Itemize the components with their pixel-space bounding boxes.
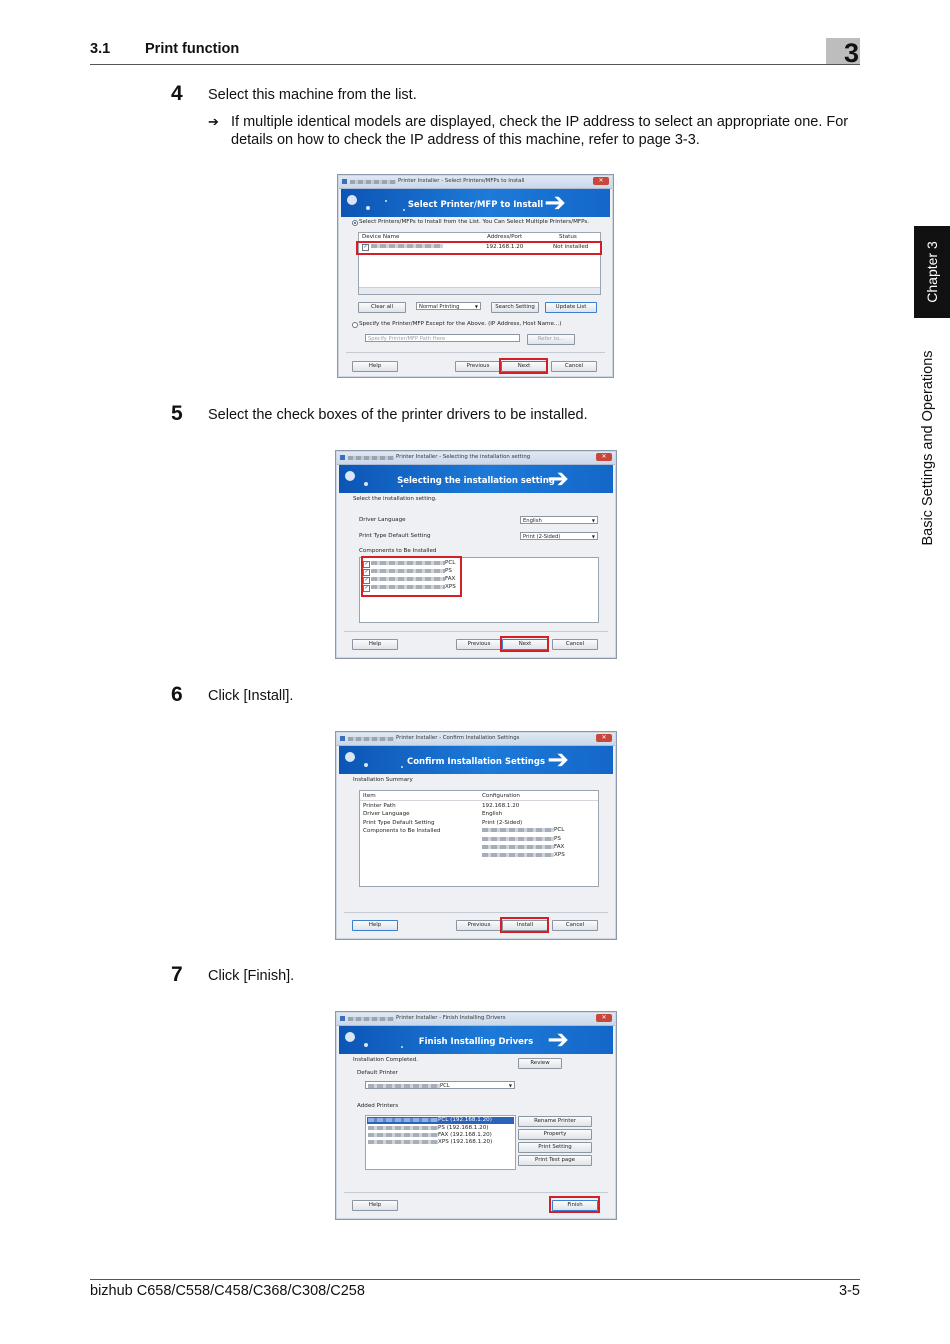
blurred-product-name (348, 1017, 394, 1021)
dialog-select-printer (337, 174, 614, 378)
chapter-number-box (826, 38, 860, 68)
banner-title: Selecting the installation setting (397, 476, 555, 486)
cancel-button[interactable]: Cancel (551, 361, 597, 372)
app-icon (340, 736, 345, 741)
arrow-right-icon: ➔ (544, 188, 566, 218)
arrow-right-icon: ➔ (547, 464, 569, 494)
help-button[interactable]: Help (352, 361, 398, 372)
list-item[interactable]: FAX (192.168.1.20) (368, 1132, 492, 1138)
component-label: FAX (371, 576, 455, 582)
table-cell: English (482, 811, 503, 817)
component-checkbox[interactable]: ✓ (364, 585, 369, 591)
list-item[interactable] (367, 1117, 514, 1124)
highlight-box (499, 358, 548, 374)
default-printer-label: Default Printer (357, 1070, 398, 1076)
divider (344, 1192, 608, 1193)
note-arrow-icon: ➔ (208, 114, 219, 129)
component-checkbox[interactable]: ✓ (364, 577, 369, 583)
dialog-finish-installing (335, 1011, 617, 1220)
review-button[interactable]: Review (518, 1058, 562, 1069)
dialog-banner (341, 189, 610, 217)
chevron-down-icon: ▼ (591, 534, 595, 539)
dialog-confirm-settings (335, 731, 617, 940)
row-status: Not installed (553, 244, 589, 250)
added-printers-list[interactable] (365, 1115, 516, 1170)
cancel-button[interactable]: Cancel (552, 639, 598, 650)
chapter-number: 3 (843, 38, 859, 68)
radio-select-from-list[interactable] (352, 220, 358, 226)
intro-text: Select the installation setting. (353, 496, 437, 502)
row-address: 192.168.1.20 (486, 244, 524, 250)
dialog-installation-setting (335, 450, 617, 659)
app-icon (342, 179, 347, 184)
close-icon[interactable]: ✕ (596, 453, 612, 461)
table-row: Driver Language (363, 811, 410, 817)
divider (344, 631, 608, 632)
chevron-down-icon: ▼ (508, 1083, 512, 1088)
step-number: 7 (171, 963, 183, 986)
radio-label: Specify the Printer/MFP Except for the Above. (IP Address, Host Name...) (359, 321, 562, 327)
print-test-page-button[interactable]: Print Test page (518, 1155, 592, 1166)
driver-language-value: English (523, 518, 542, 524)
property-button[interactable]: Property (518, 1129, 592, 1140)
list-item-label: PCL (192.168.1.20) (368, 1117, 492, 1123)
help-button[interactable]: Help (352, 1200, 398, 1211)
dialog-banner (339, 465, 613, 493)
blurred-product-name (350, 180, 396, 184)
table-cell: 192.168.1.20 (482, 803, 520, 809)
window-title: Printer Installer - Finish Installing Drivers (396, 1015, 506, 1021)
print-mode-select[interactable] (416, 302, 481, 310)
step-text: Click [Install]. (208, 688, 294, 704)
search-setting-button[interactable]: Search Setting (491, 302, 539, 313)
window-titlebar (337, 452, 615, 465)
list-item[interactable]: XPS (192.168.1.20) (368, 1139, 492, 1145)
previous-button[interactable]: Previous (456, 639, 502, 650)
components-label: Components to Be Installed (359, 548, 437, 554)
step-number: 6 (171, 683, 183, 706)
banner-title: Select Printer/MFP to Install (407, 200, 544, 210)
table-cell: PS (482, 836, 561, 842)
print-type-select[interactable] (520, 532, 598, 540)
col-status: Status (559, 234, 577, 240)
component-label: PS (371, 568, 452, 574)
app-icon (340, 1016, 345, 1021)
summary-label: Installation Summary (353, 777, 413, 783)
component-label: XPS (371, 584, 456, 590)
help-button[interactable]: Help (352, 920, 398, 931)
blurred-product-name (348, 456, 394, 460)
window-titlebar (339, 176, 612, 189)
table-row: Printer Path (363, 803, 396, 809)
highlight-box (500, 636, 549, 652)
row-checkbox[interactable]: ✓ (363, 244, 368, 250)
print-type-label: Print Type Default Setting (359, 533, 431, 539)
completed-text: Installation Completed. (353, 1057, 419, 1063)
dialog-banner (339, 746, 613, 774)
clear-all-button[interactable]: Clear all (358, 302, 406, 313)
rename-printer-button[interactable]: Rename Printer (518, 1116, 592, 1127)
step-number: 4 (171, 82, 183, 105)
print-type-value: Print (2-Sided) (523, 534, 561, 540)
highlight-box (356, 241, 602, 255)
step-number: 5 (171, 402, 183, 425)
previous-button[interactable]: Previous (456, 920, 502, 931)
cancel-button[interactable]: Cancel (552, 920, 598, 931)
radio-label: Select Printers/MFPs to Install from the List. You Can Select Multiple Printers/MFPs. (359, 219, 590, 225)
table-cell: FAX (482, 844, 564, 850)
table-row: Components to Be Installed (363, 828, 441, 834)
blurred-product-name (348, 737, 394, 741)
summary-table[interactable] (359, 790, 599, 887)
refer-to-button[interactable]: Refer to... (527, 334, 575, 345)
table-cell: Print (2-Sided) (482, 820, 523, 826)
chevron-down-icon: ▼ (474, 304, 478, 309)
close-icon[interactable]: ✕ (596, 734, 612, 742)
printer-path-input[interactable]: Specify Printer/MFP Path Here (365, 334, 520, 342)
next-button[interactable]: Next (501, 361, 547, 372)
page-number: 3-5 (839, 1283, 860, 1299)
list-item[interactable]: PS (192.168.1.20) (368, 1125, 488, 1131)
driver-language-label: Driver Language (359, 517, 406, 523)
print-mode-value: Normal Printing (419, 304, 460, 310)
chevron-down-icon: ▼ (591, 518, 595, 523)
section-title: Print function (145, 41, 240, 57)
step-text: Select the check boxes of the printer drivers to be installed. (208, 407, 588, 423)
close-icon[interactable]: ✕ (596, 1014, 612, 1022)
chapter-tab (914, 226, 950, 318)
arrow-right-icon: ➔ (547, 745, 569, 775)
component-checkbox[interactable]: ✓ (364, 569, 369, 575)
window-title: Printer Installer - Select Printers/MFPs to Install (398, 178, 525, 184)
arrow-right-icon: ➔ (547, 1025, 569, 1055)
banner-title: Confirm Installation Settings (406, 757, 546, 767)
install-button[interactable]: Install (502, 920, 548, 931)
update-list-button[interactable]: Update List (545, 302, 597, 313)
highlight-box (549, 1196, 600, 1213)
horizontal-scrollbar[interactable] (359, 287, 600, 294)
col-device-name: Device Name (362, 234, 400, 240)
step-note: If multiple identical models are displayed, check the IP address to select an appropriate one. For details on how to check the IP address of this machine, refer to page 3-3. (231, 114, 849, 148)
print-setting-button[interactable]: Print Setting (518, 1142, 592, 1153)
help-button[interactable]: Help (352, 639, 398, 650)
footer-rule (90, 1279, 860, 1280)
close-icon[interactable]: ✕ (593, 177, 609, 185)
footer-model: bizhub C658/C558/C458/C368/C308/C258 (90, 1283, 365, 1299)
side-section-label: Basic Settings and Operations (920, 350, 936, 546)
step-text: Click [Finish]. (208, 968, 295, 984)
divider (346, 352, 605, 353)
table-cell: XPS (482, 852, 565, 858)
table-row: Print Type Default Setting (363, 820, 435, 826)
finish-button[interactable]: Finish (552, 1200, 598, 1211)
window-titlebar (337, 1013, 615, 1026)
added-printers-label: Added Printers (357, 1103, 399, 1109)
component-checkbox[interactable]: ✓ (364, 561, 369, 567)
window-titlebar (337, 733, 615, 746)
window-title: Printer Installer - Selecting the installation setting (396, 454, 531, 460)
highlight-box (361, 556, 462, 597)
chapter-tab-label: Chapter 3 (924, 241, 940, 303)
default-printer-select[interactable]: PCL ▼ (365, 1081, 515, 1089)
divider (360, 800, 598, 801)
dialog-banner (339, 1026, 613, 1054)
col-address: Address/Port (487, 234, 523, 240)
radio-specify-printer[interactable] (352, 322, 358, 328)
col-item: Item (363, 793, 376, 799)
window-title: Printer Installer - Confirm Installation Settings (396, 735, 520, 741)
previous-button[interactable]: Previous (455, 361, 501, 372)
driver-language-select[interactable] (520, 516, 598, 524)
next-button[interactable]: Next (502, 639, 548, 650)
app-icon (340, 455, 345, 460)
col-configuration: Configuration (482, 793, 520, 799)
header-rule (90, 64, 860, 65)
component-label: PCL (371, 560, 455, 566)
highlight-box (500, 917, 549, 933)
table-cell: PCL (482, 827, 564, 833)
step-text: Select this machine from the list. (208, 87, 417, 103)
banner-title: Finish Installing Drivers (418, 1037, 534, 1047)
section-number: 3.1 (90, 41, 111, 57)
divider (344, 912, 608, 913)
